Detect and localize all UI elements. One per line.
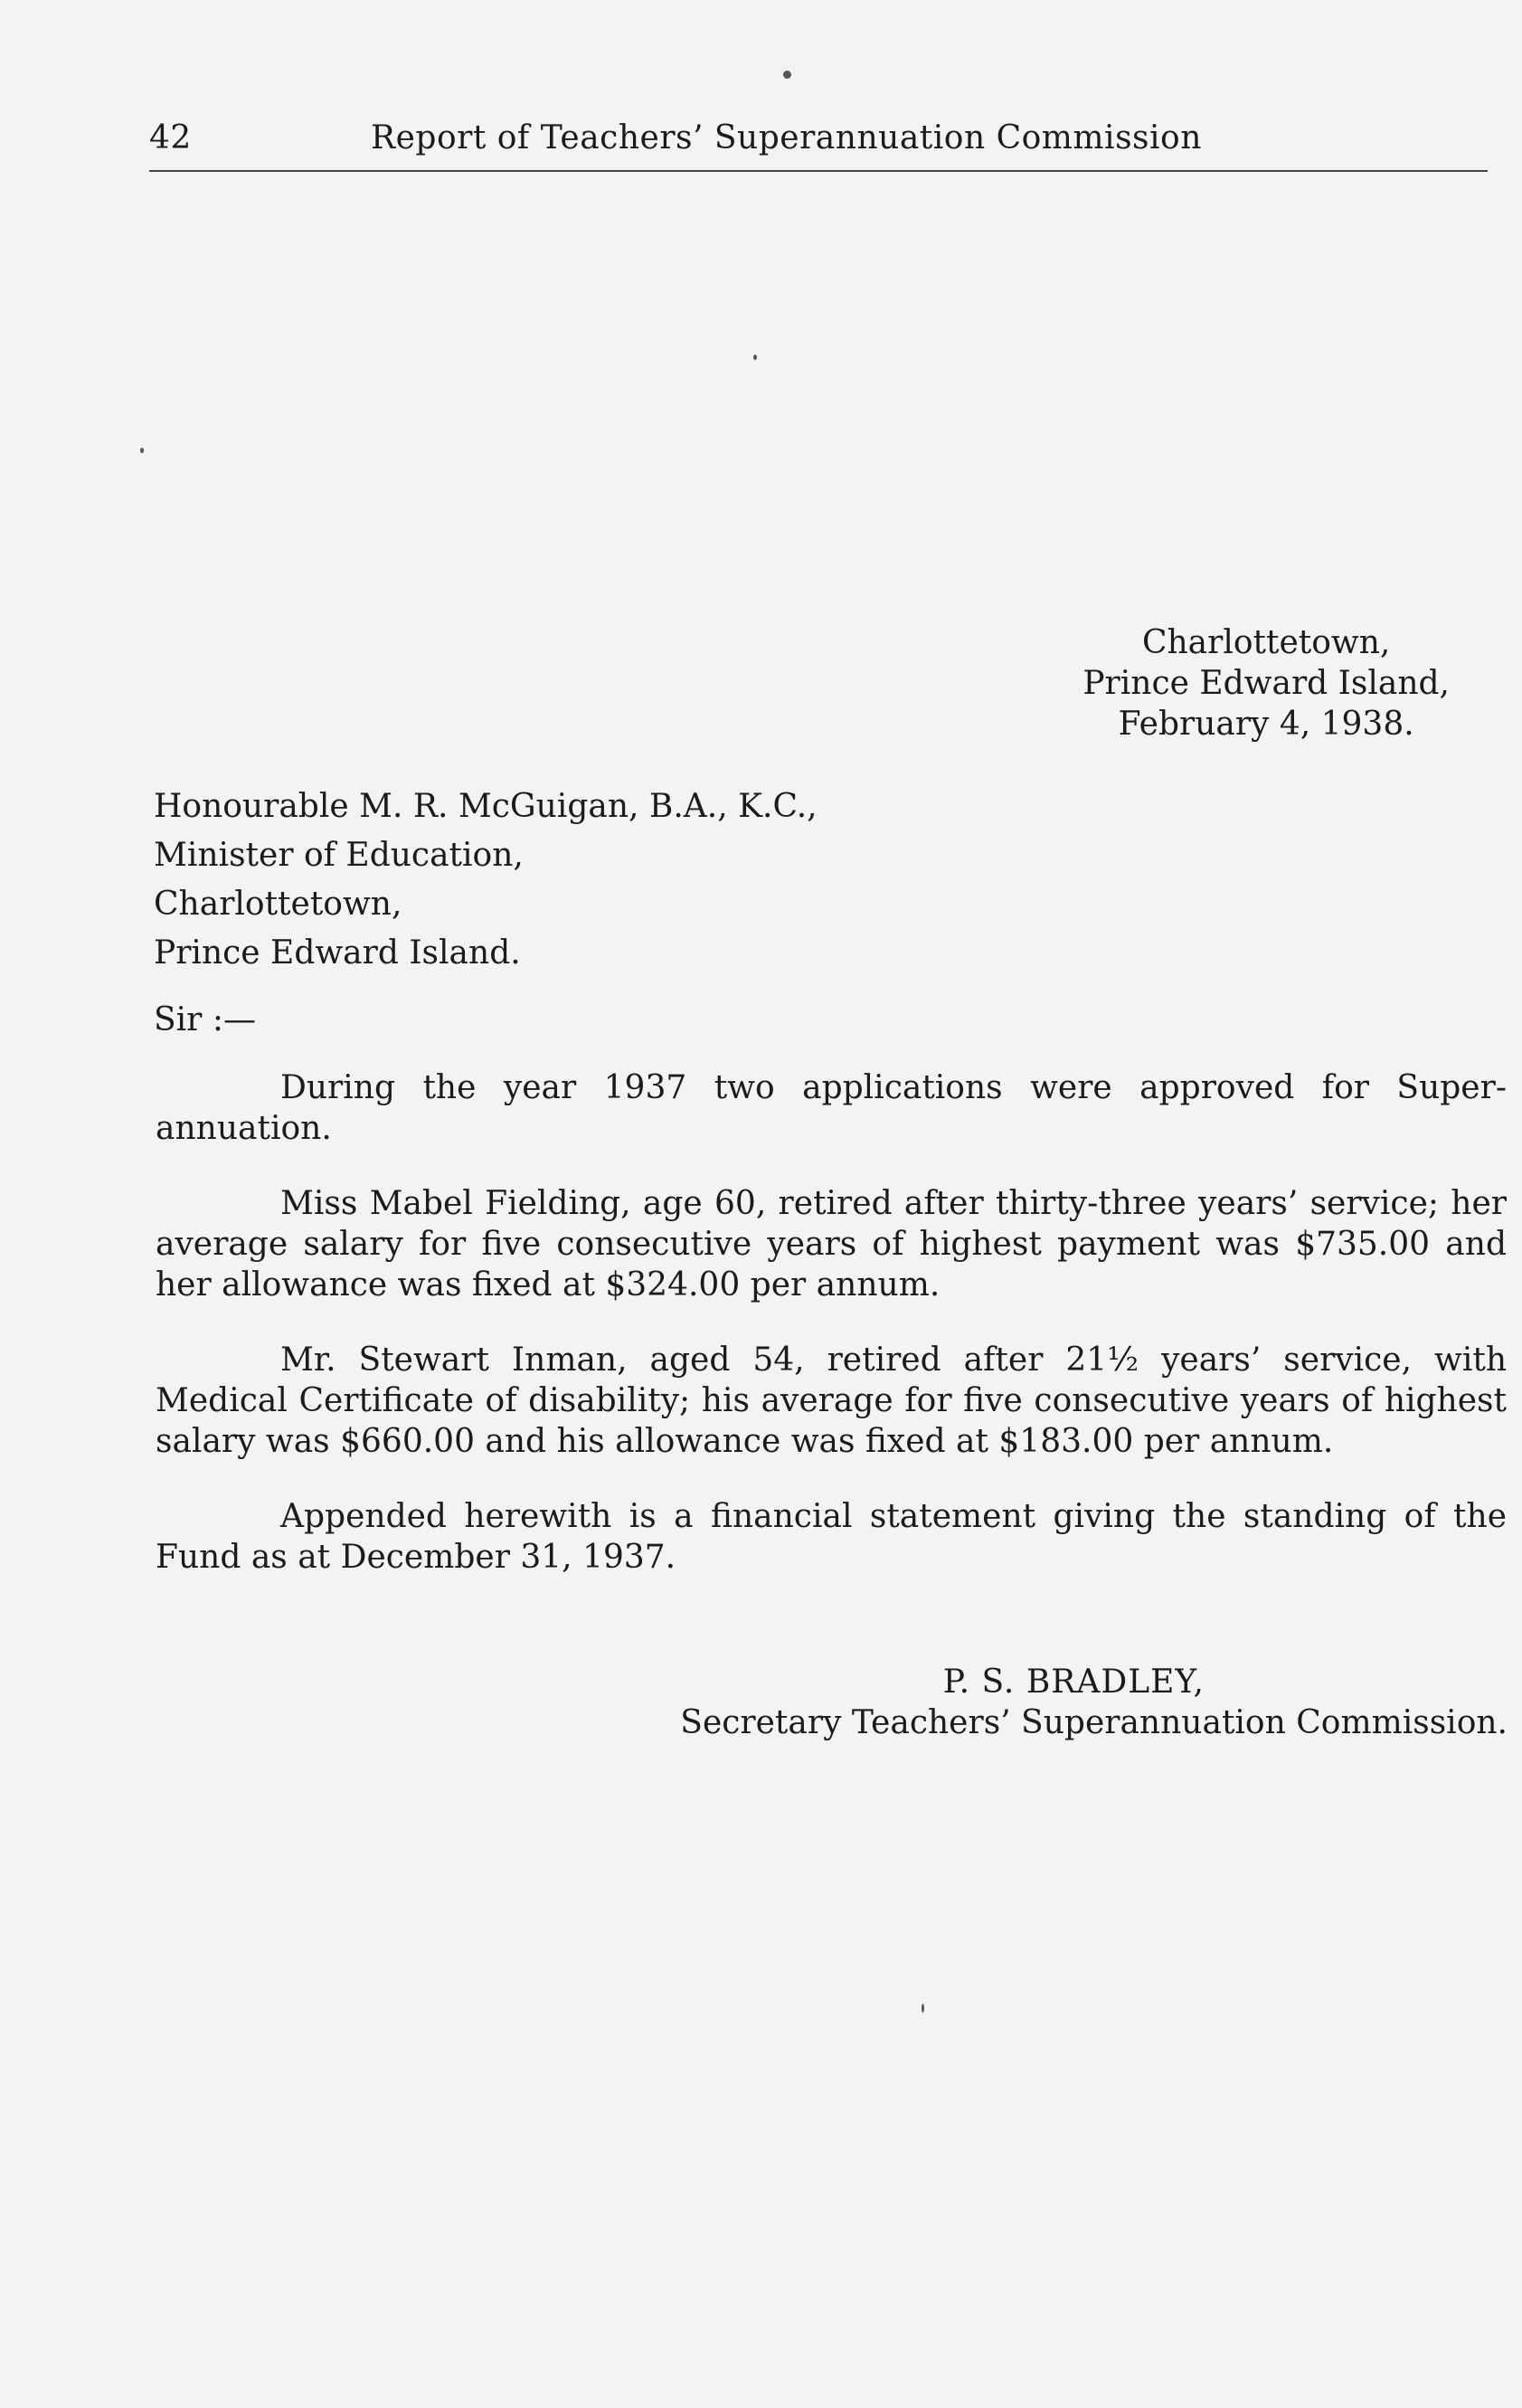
scan-speck (753, 355, 757, 360)
dateline-city: Charlottetown, (1141, 624, 1391, 661)
page-number: 42 (149, 119, 192, 156)
scan-speck (783, 71, 791, 79)
header-rule (149, 170, 1488, 172)
paragraph-inman: Mr. Stewart Inman, aged 54, retired after 21½ years’ service, with Medical Certificate of disability; his average for five consecutive years of highest salary was $660.00 and his allowance was fixed at $183.00 per annum. (156, 1341, 1507, 1460)
signer-name: P. S. BRADLEY, (942, 1664, 1205, 1701)
recipient-city: Charlottetown, (154, 886, 402, 923)
scan-speck (922, 2004, 924, 2013)
recipient-address (154, 782, 818, 978)
recipient-province: Prince Edward Island. (154, 934, 521, 972)
paragraph-financial-statement: Appended herewith is a financial statement giving the standing of the Fund as at December 31, 1937. (156, 1498, 1507, 1576)
running-title: Report of Teachers’ Superannuation Commission (371, 119, 1202, 156)
paragraph-fielding: Miss Mabel Fielding, age 60, retired after thirty-three years’ service; her average salary for five consecutive years of highest payment was $735.00 and her allowance was fixed at $324.00 per annum. (156, 1185, 1507, 1304)
dateline (1082, 622, 1450, 744)
signer-title: Secretary Teachers’ Superannuation Commission. (680, 1704, 1508, 1741)
dateline-date: February 4, 1938. (1118, 706, 1414, 743)
running-header (149, 116, 1488, 161)
scan-speck (140, 448, 144, 453)
letter-body (156, 1067, 1507, 1612)
recipient-name: Honourable M. R. McGuigan, B.A., K.C., (154, 788, 818, 825)
signature-block (680, 1662, 1508, 1743)
recipient-office: Minister of Education, (154, 837, 524, 874)
dateline-province: Prince Edward Island, (1082, 665, 1450, 702)
paragraph-applications: During the year 1937 two applications were approved for Superannuation. (156, 1069, 1507, 1147)
salutation: Sir :— (154, 1001, 256, 1038)
